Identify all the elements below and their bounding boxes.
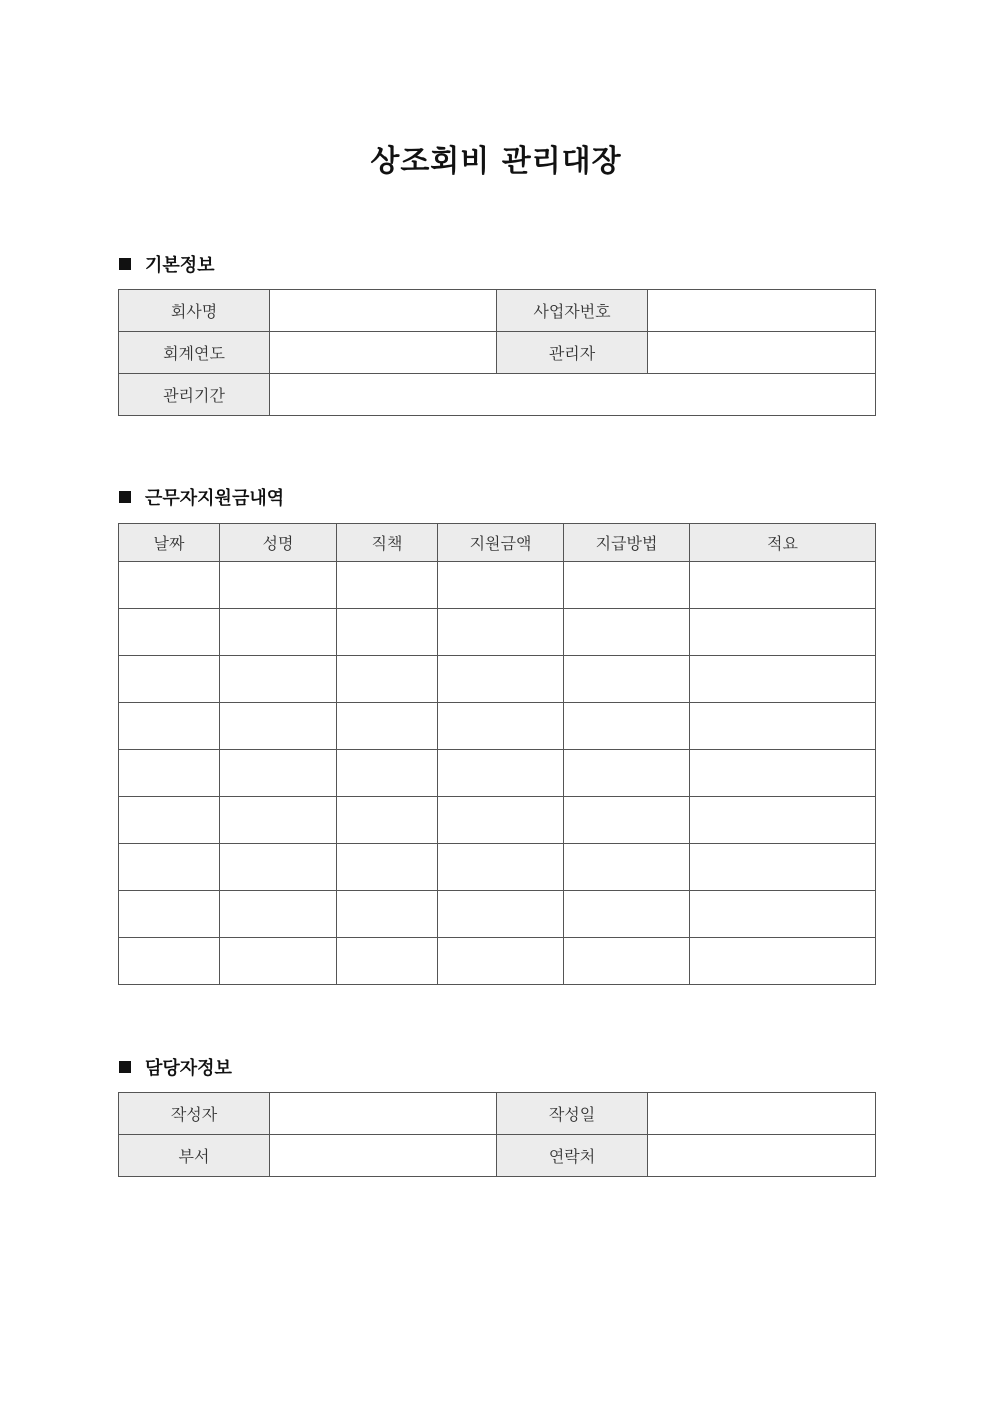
table-row xyxy=(119,562,876,609)
table-row xyxy=(119,797,876,844)
column-header-position: 직책 xyxy=(337,524,438,562)
name-cell[interactable] xyxy=(220,891,337,938)
fiscal-year-label: 회계연도 xyxy=(119,332,270,374)
section-heading-support-history xyxy=(119,485,284,509)
section-heading-label: 담당자정보 xyxy=(145,1058,232,1079)
payment-method-cell[interactable] xyxy=(564,938,690,985)
payment-method-cell[interactable] xyxy=(564,797,690,844)
table-row xyxy=(119,844,876,891)
name-cell[interactable] xyxy=(220,562,337,609)
page-title: 상조회비 관리대장 xyxy=(370,144,622,179)
table-row xyxy=(119,656,876,703)
table-row xyxy=(119,891,876,938)
position-cell[interactable] xyxy=(337,703,438,750)
manager-info-table xyxy=(118,1092,876,1177)
payment-method-cell[interactable] xyxy=(564,844,690,891)
column-header-amount: 지원금액 xyxy=(438,524,564,562)
management-period-label: 관리기간 xyxy=(119,374,270,416)
date-cell[interactable] xyxy=(119,891,220,938)
remarks-cell[interactable] xyxy=(690,938,876,985)
date-cell[interactable] xyxy=(119,750,220,797)
date-cell[interactable] xyxy=(119,844,220,891)
remarks-cell[interactable] xyxy=(690,891,876,938)
amount-cell[interactable] xyxy=(438,562,564,609)
table-row xyxy=(119,374,876,416)
date-cell[interactable] xyxy=(119,703,220,750)
remarks-cell[interactable] xyxy=(690,656,876,703)
basic-info-table xyxy=(118,289,876,416)
table-row xyxy=(119,1093,876,1135)
name-cell[interactable] xyxy=(220,609,337,656)
square-bullet-icon xyxy=(119,491,131,503)
date-written-field[interactable] xyxy=(648,1093,876,1135)
support-history-table xyxy=(118,523,876,985)
table-row xyxy=(119,703,876,750)
payment-method-cell[interactable] xyxy=(564,891,690,938)
remarks-cell[interactable] xyxy=(690,609,876,656)
name-cell[interactable] xyxy=(220,797,337,844)
table-row xyxy=(119,1135,876,1177)
table-row xyxy=(119,332,876,374)
administrator-label: 관리자 xyxy=(497,332,648,374)
payment-method-cell[interactable] xyxy=(564,656,690,703)
name-cell[interactable] xyxy=(220,844,337,891)
amount-cell[interactable] xyxy=(438,891,564,938)
table-row xyxy=(119,938,876,985)
table-row xyxy=(119,750,876,797)
name-cell[interactable] xyxy=(220,938,337,985)
contact-field[interactable] xyxy=(648,1135,876,1177)
business-number-field[interactable] xyxy=(648,290,876,332)
section-heading-manager-info xyxy=(119,1055,232,1079)
amount-cell[interactable] xyxy=(438,750,564,797)
date-cell[interactable] xyxy=(119,938,220,985)
contact-label: 연락처 xyxy=(497,1135,648,1177)
section-heading-label: 기본정보 xyxy=(145,255,215,276)
table-row xyxy=(119,290,876,332)
position-cell[interactable] xyxy=(337,656,438,703)
payment-method-cell[interactable] xyxy=(564,609,690,656)
remarks-cell[interactable] xyxy=(690,844,876,891)
name-cell[interactable] xyxy=(220,703,337,750)
column-header-payment-method: 지급방법 xyxy=(564,524,690,562)
column-header-date: 날짜 xyxy=(119,524,220,562)
date-cell[interactable] xyxy=(119,609,220,656)
management-period-field[interactable] xyxy=(270,374,876,416)
department-label: 부서 xyxy=(119,1135,270,1177)
column-header-name: 성명 xyxy=(220,524,337,562)
position-cell[interactable] xyxy=(337,750,438,797)
payment-method-cell[interactable] xyxy=(564,750,690,797)
amount-cell[interactable] xyxy=(438,938,564,985)
name-cell[interactable] xyxy=(220,656,337,703)
date-cell[interactable] xyxy=(119,562,220,609)
square-bullet-icon xyxy=(119,258,131,270)
amount-cell[interactable] xyxy=(438,609,564,656)
remarks-cell[interactable] xyxy=(690,750,876,797)
department-field[interactable] xyxy=(270,1135,497,1177)
position-cell[interactable] xyxy=(337,891,438,938)
author-field[interactable] xyxy=(270,1093,497,1135)
fiscal-year-field[interactable] xyxy=(270,332,497,374)
column-header-remarks: 적요 xyxy=(690,524,876,562)
position-cell[interactable] xyxy=(337,609,438,656)
date-cell[interactable] xyxy=(119,656,220,703)
author-label: 작성자 xyxy=(119,1093,270,1135)
company-name-label: 회사명 xyxy=(119,290,270,332)
amount-cell[interactable] xyxy=(438,797,564,844)
position-cell[interactable] xyxy=(337,797,438,844)
amount-cell[interactable] xyxy=(438,703,564,750)
position-cell[interactable] xyxy=(337,938,438,985)
date-cell[interactable] xyxy=(119,797,220,844)
remarks-cell[interactable] xyxy=(690,703,876,750)
administrator-field[interactable] xyxy=(648,332,876,374)
amount-cell[interactable] xyxy=(438,656,564,703)
remarks-cell[interactable] xyxy=(690,797,876,844)
business-number-label: 사업자번호 xyxy=(497,290,648,332)
position-cell[interactable] xyxy=(337,562,438,609)
table-row xyxy=(119,609,876,656)
date-written-label: 작성일 xyxy=(497,1093,648,1135)
section-heading-basic-info xyxy=(119,252,215,276)
payment-method-cell[interactable] xyxy=(564,703,690,750)
payment-method-cell[interactable] xyxy=(564,562,690,609)
section-heading-label: 근무자지원금내역 xyxy=(145,488,285,509)
company-name-field[interactable] xyxy=(270,290,497,332)
square-bullet-icon xyxy=(119,1061,131,1073)
name-cell[interactable] xyxy=(220,750,337,797)
table-header-row xyxy=(119,524,876,562)
position-cell[interactable] xyxy=(337,844,438,891)
remarks-cell[interactable] xyxy=(690,562,876,609)
amount-cell[interactable] xyxy=(438,844,564,891)
